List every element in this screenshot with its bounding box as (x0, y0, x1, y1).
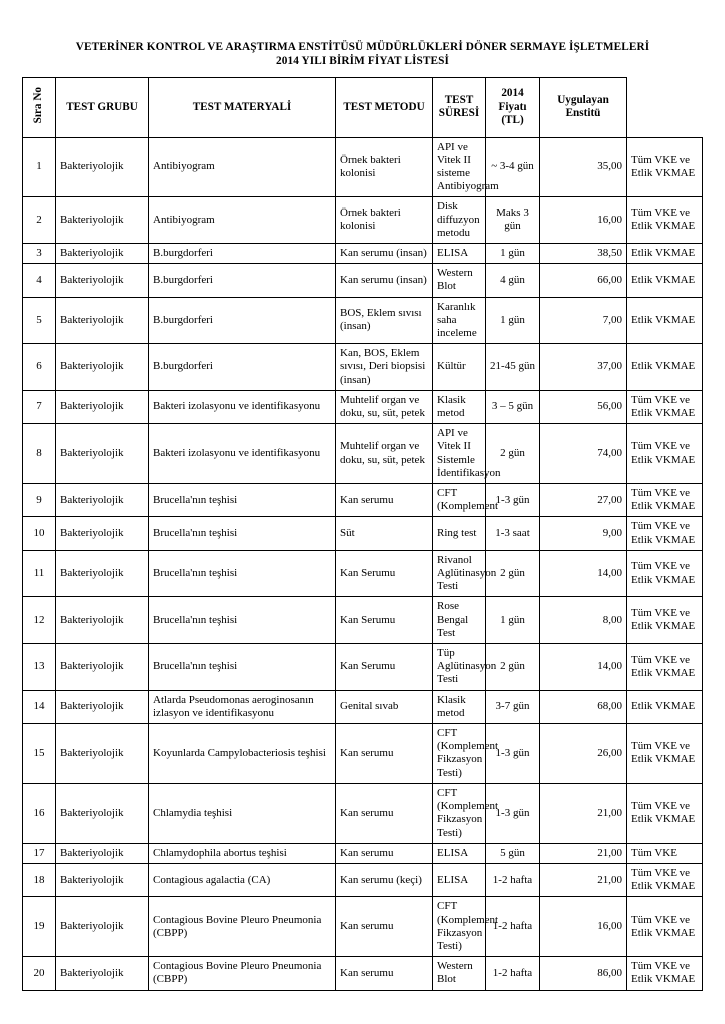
cell-test-suresi: 1-3 gün (486, 783, 540, 843)
cell-test-suresi: 1-3 gün (486, 484, 540, 517)
cell-enstitu: Tüm VKE (627, 843, 703, 863)
cell-sira-no: 2 (23, 197, 56, 244)
table-row (23, 344, 703, 391)
cell-enstitu: Tüm VKE ve Etlik VKMAE (627, 597, 703, 644)
cell-test-metodu: Klasik metod (433, 390, 486, 423)
cell-test-metodu: Disk diffuzyon metodu (433, 197, 486, 244)
cell-test-materyali: Brucella'nın teşhisi (149, 550, 336, 597)
table-row (23, 783, 703, 843)
cell-test-suresi: 2 gün (486, 644, 540, 691)
table-row (23, 243, 703, 263)
table-row (23, 264, 703, 297)
table-row (23, 957, 703, 990)
cell-test-materyali-detay: BOS, Eklem sıvısı (insan) (336, 297, 433, 344)
cell-test-metodu: Rose Bengal Test (433, 597, 486, 644)
cell-test-suresi: 3 – 5 gün (486, 390, 540, 423)
table-row (23, 597, 703, 644)
cell-test-materyali-detay: Kan serumu (336, 484, 433, 517)
cell-enstitu: Tüm VKE ve Etlik VKMAE (627, 863, 703, 896)
cell-test-materyali: Koyunlarda Campylobacteriosis teşhisi (149, 724, 336, 784)
cell-enstitu: Tüm VKE ve Etlik VKMAE (627, 957, 703, 990)
cell-fiyat: 35,00 (540, 137, 627, 197)
cell-enstitu: Tüm VKE ve Etlik VKMAE (627, 137, 703, 197)
cell-sira-no: 10 (23, 517, 56, 550)
cell-test-materyali: Chlamydophila abortus teşhisi (149, 843, 336, 863)
table-row (23, 484, 703, 517)
cell-fiyat: 66,00 (540, 264, 627, 297)
table-row (23, 863, 703, 896)
cell-test-suresi: 21-45 gün (486, 344, 540, 391)
cell-enstitu: Tüm VKE ve Etlik VKMAE (627, 550, 703, 597)
table-row (23, 517, 703, 550)
cell-test-suresi: 1-2 hafta (486, 897, 540, 957)
cell-sira-no: 6 (23, 344, 56, 391)
cell-test-metodu: Western Blot (433, 264, 486, 297)
cell-test-grubu: Bakteriyolojik (56, 390, 149, 423)
cell-test-metodu: Klasik metod (433, 690, 486, 723)
column-header-test-grubu: TEST GRUBU (56, 78, 149, 138)
cell-test-grubu: Bakteriyolojik (56, 724, 149, 784)
cell-sira-no: 1 (23, 137, 56, 197)
cell-fiyat: 38,50 (540, 243, 627, 263)
cell-test-suresi: 1 gün (486, 297, 540, 344)
cell-test-grubu: Bakteriyolojik (56, 197, 149, 244)
cell-test-metodu: Kültür (433, 344, 486, 391)
cell-enstitu: Tüm VKE ve Etlik VKMAE (627, 644, 703, 691)
cell-test-materyali: Brucella'nın teşhisi (149, 484, 336, 517)
column-header-test-suresi: TEST SÜRESİ (433, 78, 486, 138)
cell-test-metodu: Tüp Aglütinasyon Testi (433, 644, 486, 691)
cell-fiyat: 9,00 (540, 517, 627, 550)
page-title (22, 40, 703, 68)
cell-test-metodu: Western Blot (433, 957, 486, 990)
cell-test-metodu: API ve Vitek II sisteme Antibiyogram (433, 137, 486, 197)
cell-test-grubu: Bakteriyolojik (56, 843, 149, 863)
title-line-2: 2014 YILI BİRİM FİYAT LİSTESİ (275, 55, 450, 67)
cell-test-materyali-detay: Kan serumu (336, 897, 433, 957)
cell-test-metodu: ELISA (433, 863, 486, 896)
cell-enstitu: Tüm VKE ve Etlik VKMAE (627, 724, 703, 784)
cell-test-metodu: Karanlık saha inceleme (433, 297, 486, 344)
cell-enstitu: Tüm VKE ve Etlik VKMAE (627, 424, 703, 484)
title-line-1: VETERİNER KONTROL VE ARAŞTIRMA ENSTİTÜSÜ MÜDÜRLÜKLERİ DÖNER SERMAYE İŞLETMELERİ (75, 41, 650, 53)
cell-test-materyali-detay: Genital sıvab (336, 690, 433, 723)
cell-test-grubu: Bakteriyolojik (56, 897, 149, 957)
cell-sira-no: 4 (23, 264, 56, 297)
cell-enstitu: Etlik VKMAE (627, 690, 703, 723)
cell-test-suresi: 1-3 gün (486, 724, 540, 784)
cell-test-metodu: ELISA (433, 843, 486, 863)
table-row (23, 137, 703, 197)
cell-test-suresi: 1-2 hafta (486, 863, 540, 896)
cell-sira-no: 3 (23, 243, 56, 263)
cell-test-materyali: Antibiyogram (149, 137, 336, 197)
cell-test-materyali: Antibiyogram (149, 197, 336, 244)
cell-sira-no: 8 (23, 424, 56, 484)
cell-test-grubu: Bakteriyolojik (56, 597, 149, 644)
cell-test-metodu: CFT (Komplement Fikzasyon Testi) (433, 724, 486, 784)
cell-test-materyali: Brucella'nın teşhisi (149, 644, 336, 691)
cell-test-grubu: Bakteriyolojik (56, 550, 149, 597)
cell-test-materyali-detay: Kan serumu (336, 957, 433, 990)
cell-enstitu: Etlik VKMAE (627, 243, 703, 263)
cell-enstitu: Tüm VKE ve Etlik VKMAE (627, 484, 703, 517)
cell-fiyat: 7,00 (540, 297, 627, 344)
cell-sira-no: 12 (23, 597, 56, 644)
table-row (23, 644, 703, 691)
table-row (23, 550, 703, 597)
cell-test-materyali: B.burgdorferi (149, 344, 336, 391)
table-row (23, 724, 703, 784)
cell-fiyat: 8,00 (540, 597, 627, 644)
cell-test-metodu: CFT (Komplement (433, 484, 486, 517)
cell-test-materyali: Brucella'nın teşhisi (149, 517, 336, 550)
cell-test-materyali: Contagious agalactia (CA) (149, 863, 336, 896)
cell-test-suresi: Maks 3 gün (486, 197, 540, 244)
cell-sira-no: 13 (23, 644, 56, 691)
cell-test-grubu: Bakteriyolojik (56, 863, 149, 896)
cell-test-grubu: Bakteriyolojik (56, 264, 149, 297)
cell-test-materyali-detay: Muhtelif organ ve doku, su, süt, petek (336, 424, 433, 484)
cell-fiyat: 86,00 (540, 957, 627, 990)
cell-fiyat: 21,00 (540, 843, 627, 863)
cell-enstitu: Etlik VKMAE (627, 344, 703, 391)
table-row (23, 690, 703, 723)
cell-test-materyali-detay: Kan, BOS, Eklem sıvısı, Deri biopsisi (insan) (336, 344, 433, 391)
cell-test-grubu: Bakteriyolojik (56, 644, 149, 691)
cell-sira-no: 14 (23, 690, 56, 723)
cell-test-materyali-detay: Kan serumu (336, 843, 433, 863)
table-row (23, 424, 703, 484)
cell-enstitu: Tüm VKE ve Etlik VKMAE (627, 783, 703, 843)
cell-fiyat: 68,00 (540, 690, 627, 723)
cell-test-metodu: CFT (Komplement Fikzasyon Testi) (433, 783, 486, 843)
cell-test-materyali-detay: Örnek bakteri kolonisi (336, 197, 433, 244)
cell-test-materyali: Brucella'nın teşhisi (149, 597, 336, 644)
cell-enstitu: Tüm VKE ve Etlik VKMAE (627, 390, 703, 423)
cell-test-suresi: 1 gün (486, 597, 540, 644)
cell-fiyat: 14,00 (540, 550, 627, 597)
cell-test-grubu: Bakteriyolojik (56, 297, 149, 344)
cell-test-suresi: 5 gün (486, 843, 540, 863)
cell-sira-no: 5 (23, 297, 56, 344)
cell-test-suresi: 4 gün (486, 264, 540, 297)
cell-test-metodu: API ve Vitek II Sistemle İdentifikasyon (433, 424, 486, 484)
cell-test-materyali-detay: Süt (336, 517, 433, 550)
cell-test-materyali: B.burgdorferi (149, 297, 336, 344)
cell-test-suresi: 2 gün (486, 424, 540, 484)
cell-test-materyali-detay: Kan serumu (keçi) (336, 863, 433, 896)
cell-fiyat: 14,00 (540, 644, 627, 691)
column-header-test-materyali: TEST MATERYALİ (149, 78, 336, 138)
table-header-row (23, 78, 703, 138)
cell-sira-no: 17 (23, 843, 56, 863)
cell-sira-no: 9 (23, 484, 56, 517)
cell-test-materyali-detay: Kan serumu (336, 783, 433, 843)
cell-test-materyali: Contagious Bovine Pleuro Pneumonia (CBPP) (149, 897, 336, 957)
cell-test-grubu: Bakteriyolojik (56, 243, 149, 263)
table-row (23, 897, 703, 957)
table-body (23, 137, 703, 990)
cell-fiyat: 74,00 (540, 424, 627, 484)
column-header-sira-no (23, 78, 56, 138)
cell-test-suresi: 3-7 gün (486, 690, 540, 723)
cell-test-materyali-detay: Örnek bakteri kolonisi (336, 137, 433, 197)
cell-enstitu: Tüm VKE ve Etlik VKMAE (627, 897, 703, 957)
cell-fiyat: 56,00 (540, 390, 627, 423)
cell-enstitu: Etlik VKMAE (627, 264, 703, 297)
cell-sira-no: 18 (23, 863, 56, 896)
cell-test-materyali-detay: Kan Serumu (336, 597, 433, 644)
cell-test-suresi: 2 gün (486, 550, 540, 597)
cell-fiyat: 21,00 (540, 863, 627, 896)
cell-test-materyali: Chlamydia teşhisi (149, 783, 336, 843)
cell-test-metodu: CFT (Komplement Fikzasyon Testi) (433, 897, 486, 957)
cell-test-grubu: Bakteriyolojik (56, 957, 149, 990)
cell-test-metodu: ELISA (433, 243, 486, 263)
cell-test-materyali-detay: Kan serumu (insan) (336, 264, 433, 297)
table-row (23, 197, 703, 244)
cell-test-materyali: Bakteri izolasyonu ve identifikasyonu (149, 424, 336, 484)
column-header-enstitu: Uygulayan Enstitü (540, 78, 627, 138)
cell-test-materyali-detay: Kan serumu (336, 724, 433, 784)
cell-test-materyali: Bakteri izolasyonu ve identifikasyonu (149, 390, 336, 423)
cell-test-materyali: B.burgdorferi (149, 264, 336, 297)
cell-test-grubu: Bakteriyolojik (56, 424, 149, 484)
price-list-table (22, 77, 703, 991)
cell-test-materyali-detay: Kan Serumu (336, 550, 433, 597)
column-header-sira-no-label: Sıra No (32, 87, 45, 124)
cell-test-suresi: 1 gün (486, 243, 540, 263)
cell-test-materyali: Atlarda Pseudomonas aeroginosanın izlasyon ve identifikasyonu (149, 690, 336, 723)
cell-sira-no: 11 (23, 550, 56, 597)
cell-test-materyali-detay: Kan Serumu (336, 644, 433, 691)
cell-test-metodu: Rivanol Aglütinasyon Testi (433, 550, 486, 597)
table-row (23, 390, 703, 423)
column-header-test-metodu: TEST METODU (336, 78, 433, 138)
cell-test-materyali-detay: Kan serumu (insan) (336, 243, 433, 263)
cell-test-materyali-detay: Muhtelif organ ve doku, su, süt, petek (336, 390, 433, 423)
cell-enstitu: Etlik VKMAE (627, 297, 703, 344)
cell-fiyat: 21,00 (540, 783, 627, 843)
cell-test-metodu: Ring test (433, 517, 486, 550)
cell-test-suresi: ~ 3-4 gün (486, 137, 540, 197)
cell-test-grubu: Bakteriyolojik (56, 783, 149, 843)
cell-fiyat: 16,00 (540, 897, 627, 957)
cell-sira-no: 20 (23, 957, 56, 990)
cell-fiyat: 16,00 (540, 197, 627, 244)
column-header-fiyat: 2014 Fiyatı (TL) (486, 78, 540, 138)
table-row (23, 297, 703, 344)
cell-enstitu: Tüm VKE ve Etlik VKMAE (627, 197, 703, 244)
cell-test-materyali: Contagious Bovine Pleuro Pneumonia (CBPP) (149, 957, 336, 990)
cell-test-grubu: Bakteriyolojik (56, 344, 149, 391)
table-row (23, 843, 703, 863)
cell-fiyat: 26,00 (540, 724, 627, 784)
cell-test-grubu: Bakteriyolojik (56, 484, 149, 517)
cell-test-grubu: Bakteriyolojik (56, 517, 149, 550)
cell-fiyat: 27,00 (540, 484, 627, 517)
cell-test-materyali: B.burgdorferi (149, 243, 336, 263)
cell-sira-no: 16 (23, 783, 56, 843)
cell-fiyat: 37,00 (540, 344, 627, 391)
cell-test-suresi: 1-2 hafta (486, 957, 540, 990)
cell-test-grubu: Bakteriyolojik (56, 137, 149, 197)
cell-enstitu: Tüm VKE ve Etlik VKMAE (627, 517, 703, 550)
cell-sira-no: 19 (23, 897, 56, 957)
cell-test-grubu: Bakteriyolojik (56, 690, 149, 723)
table-header (23, 78, 703, 138)
cell-sira-no: 15 (23, 724, 56, 784)
cell-sira-no: 7 (23, 390, 56, 423)
cell-test-suresi: 1-3 saat (486, 517, 540, 550)
